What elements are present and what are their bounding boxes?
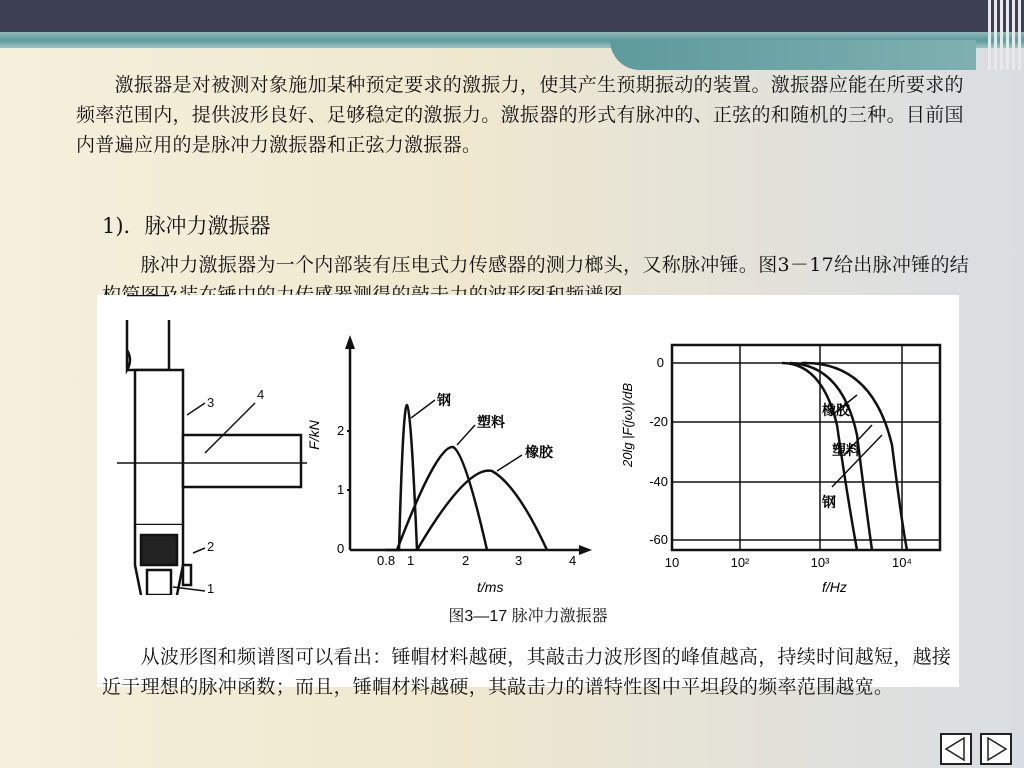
spectrum-ytick-1: -20 <box>649 414 668 429</box>
triangle-right-icon <box>982 735 1010 763</box>
figure-3-17 <box>97 295 959 687</box>
spectrum-chart <box>620 345 940 595</box>
previous-slide-button[interactable] <box>940 733 972 765</box>
waveform-xtick-0: 0.8 <box>377 553 396 568</box>
hammer-part-labels <box>207 387 264 595</box>
waveform-xtick-3: 3 <box>515 553 523 568</box>
waveform-ytick-1: 1 <box>337 482 345 497</box>
waveform-ytick-2: 2 <box>337 423 345 438</box>
waveform-ytick-0: 0 <box>337 541 345 556</box>
waveform-label-plastic: 塑料 <box>477 414 505 430</box>
triangle-left-icon <box>942 735 970 763</box>
waveform-chart <box>306 335 592 595</box>
spectrum-xtick-3: 10⁴ <box>891 555 913 570</box>
spectrum-label-plastic: 塑料 <box>832 442 860 458</box>
hammer-label-2: 2 <box>207 539 215 554</box>
waveform-label-rubber: 橡胶 <box>525 444 553 460</box>
spectrum-label-rubber: 橡胶 <box>822 402 850 418</box>
next-slide-button[interactable] <box>980 733 1012 765</box>
spectrum-xtick-2: 10³ <box>810 555 830 570</box>
spectrum-ytick-2: -40 <box>649 474 668 489</box>
teal-tab-decoration <box>610 40 976 70</box>
spectrum-ytick-3: -60 <box>649 532 668 547</box>
figure-caption: 图3—17 脉冲力激振器 <box>448 608 608 625</box>
spectrum-ylabel: 20lg |F(jω)|/dB <box>620 382 635 468</box>
hammer-label-1: 1 <box>207 581 215 595</box>
spectrum-ytick-0: 0 <box>656 355 664 370</box>
hammer-label-3: 3 <box>207 395 215 410</box>
description-paragraph: 脉冲力激振器为一个内部装有压电式力传感器的测力榔头，又称脉冲锤。图3－17给出脉冲锤的结 <box>140 254 970 276</box>
spectrum-xlabel: f/Hz <box>822 579 847 595</box>
waveform-xlabel: t/ms <box>477 579 504 595</box>
figure-drawing <box>97 295 959 595</box>
spectrum-xtick-1: 10² <box>730 555 750 570</box>
spectrum-xtick-0: 10 <box>664 555 680 570</box>
top-bar <box>0 0 1024 32</box>
hammer-label-4: 4 <box>257 387 265 402</box>
waveform-xtick-4: 4 <box>569 553 577 568</box>
spectrum-label-steel: 钢 <box>822 494 836 510</box>
waveform-xtick-1: 1 <box>407 553 415 568</box>
intro-paragraph: 激振器是对被测对象施加某种预定要求的激振力，使其产生预期振动的装置。激振器应能在所要求的频率范围内，提供波形良好、足够稳定的激振力。激振器的形式有脉冲的、正弦的和随机的三种。目前国内普遍应用的是脉冲力激振器和正弦力激振器。 <box>76 74 964 156</box>
conclusion-paragraph: 从波形图和频谱图可以看出：锤帽材料越硬，其敲击力波形图的峰值越高，持续时间越短，越接近于理想的脉冲函数；而且，锤帽材料越硬，其敲击力的谱特性图中平坦段的频率范围越宽。 <box>102 646 952 698</box>
waveform-ylabel: F/kN <box>306 420 322 450</box>
waveform-label-steel: 钢 <box>437 392 451 408</box>
corner-stripes <box>984 0 1024 70</box>
section-heading: 1)．脉冲力激振器 <box>102 214 271 238</box>
waveform-xtick-2: 2 <box>462 553 470 568</box>
